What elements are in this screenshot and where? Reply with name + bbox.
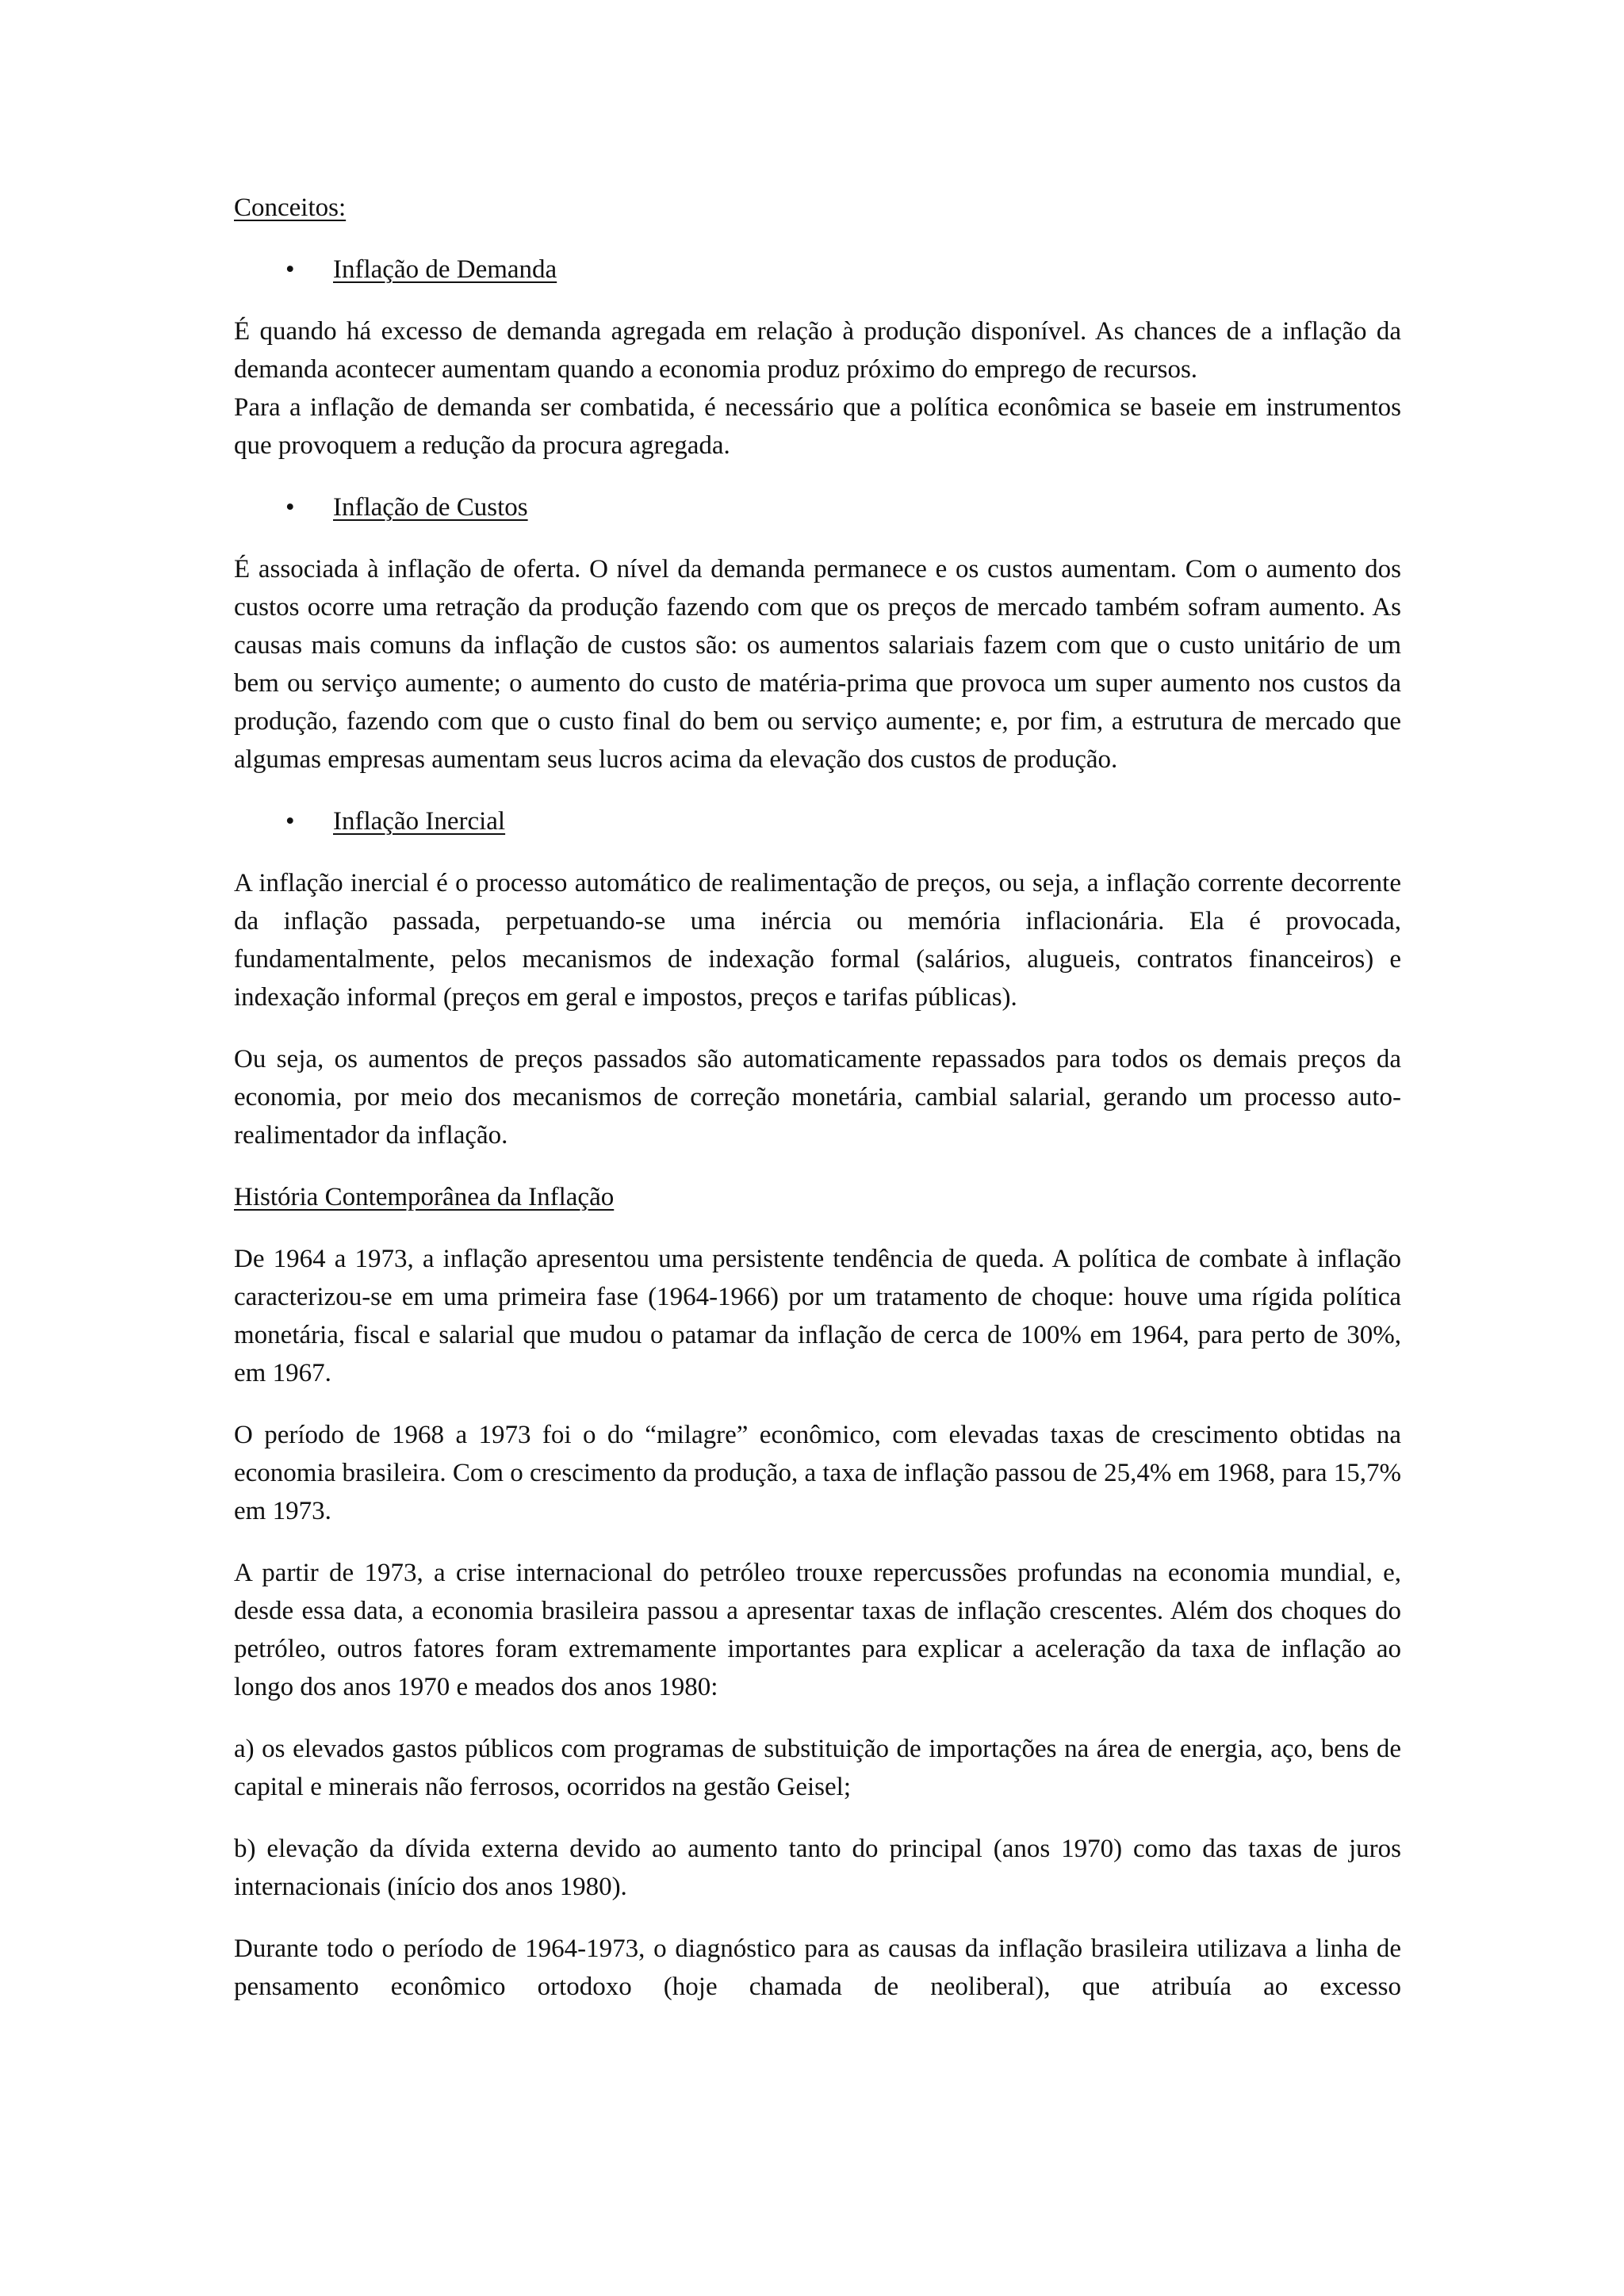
paragraph-custos-1: É associada à inflação de oferta. O nível da demanda permanece e os custos aumentam. Com o aumento dos custos ocorre uma retração da produção fazendo com que os preços de mercado também sofram aumento. As causas mais comuns da inflação de custos são: os aumentos salariais fazem com que o custo unitário de um bem ou serviço aumente; o aumento do custo de matéria-prima que provoca um super aumento nos custos da produção, fazendo com que o custo final do bem ou serviço aumente; e, por fim, a estrutura de mercado que algumas empresas aumentam seus lucros acima da elevação dos custos de produção. [234,555,1401,774]
paragraph-historia-4: a) os elevados gastos públicos com programas de substituição de importações na área de energia, aço, bens de capital e minerais não ferrosos, ocorridos na gestão Geisel; [234,1735,1401,1801]
document-page [234,189,1401,2030]
paragraph-historia-5: b) elevação da dívida externa devido ao aumento tanto do principal (anos 1970) como das taxas de juros internacionais (início dos anos 1980). [234,1835,1401,1901]
historia-heading: História Contemporânea da Inflação [234,1183,615,1211]
paragraph-historia-6: Durante todo o período de 1964-1973, o diagnóstico para as causas da inflação brasileira utilizava a linha de pensamento econômico ortodoxo (hoje chamada de neoliberal), que atribuía ao excesso [234,1934,1401,2001]
paragraph-historia-3: A partir de 1973, a crise internacional do petróleo trouxe repercussões profundas na economia mundial, e, desde essa data, a economia brasileira passou a apresentar taxas de inflação crescentes. Além dos choques do petróleo, outros fatores foram extremamente importantes para explicar a aceleração da taxa de inflação ao longo dos anos 1970 e meados dos anos 1980: [234,1559,1401,1701]
paragraph-demanda-2: Para a inflação de demanda ser combatida, é necessário que a política econômica se baseie em instrumentos que provoquem a redução da procura agregada. [234,393,1401,460]
paragraph-historia-1: De 1964 a 1973, a inflação apresentou uma persistente tendência de queda. A política de combate à inflação caracterizou-se em uma primeira fase (1964-1966) por um tratamento de choque: houve uma rígida política monetária, fiscal e salarial que mudou o patamar da inflação de cerca de 100% em 1964, para perto de 30%, em 1967. [234,1245,1401,1387]
bullet-icon: • [285,493,295,522]
paragraph-demanda-1: É quando há excesso de demanda agregada em relação à produção disponível. As chances de a inflação da demanda acontecer aumentam quando a economia produz próximo do emprego de recursos. [234,317,1401,384]
bullet-inflacao-inercial [234,802,1401,840]
paragraph-inercial-1: A inflação inercial é o processo automático de realimentação de preços, ou seja, a inflação corrente decorrente da inflação passada, perpetuando-se uma inércia ou memória inflacionária. Ela é provocada, fundamentalmente, pelos mecanismos de indexação formal (salários, alugueis, contratos financeiros) e indexação informal (preços em geral e impostos, preços e tarifas públicas). [234,869,1401,1012]
bullet-inflacao-custos [234,488,1401,526]
paragraph-historia-2: O período de 1968 a 1973 foi o do “milagre” econômico, com elevadas taxas de crescimento obtidas na economia brasileira. Com o crescimento da produção, a taxa de inflação passou de 25,4% em 1968, para 15,7% em 1973. [234,1421,1401,1525]
bullet-icon: • [285,255,295,284]
bullet-icon: • [285,807,295,836]
bullet-inflacao-demanda [234,251,1401,289]
section-title-inercial: Inflação Inercial [333,807,506,836]
section-title-demanda: Inflação de Demanda [333,255,557,284]
paragraph-inercial-2: Ou seja, os aumentos de preços passados são automaticamente repassados para todos os demais preços da economia, por meio dos mecanismos de correção monetária, cambial salarial, gerando um processo auto-realimentador da inflação. [234,1045,1401,1150]
section-title-custos: Inflação de Custos [333,493,528,522]
conceitos-heading: Conceitos: [234,193,347,222]
